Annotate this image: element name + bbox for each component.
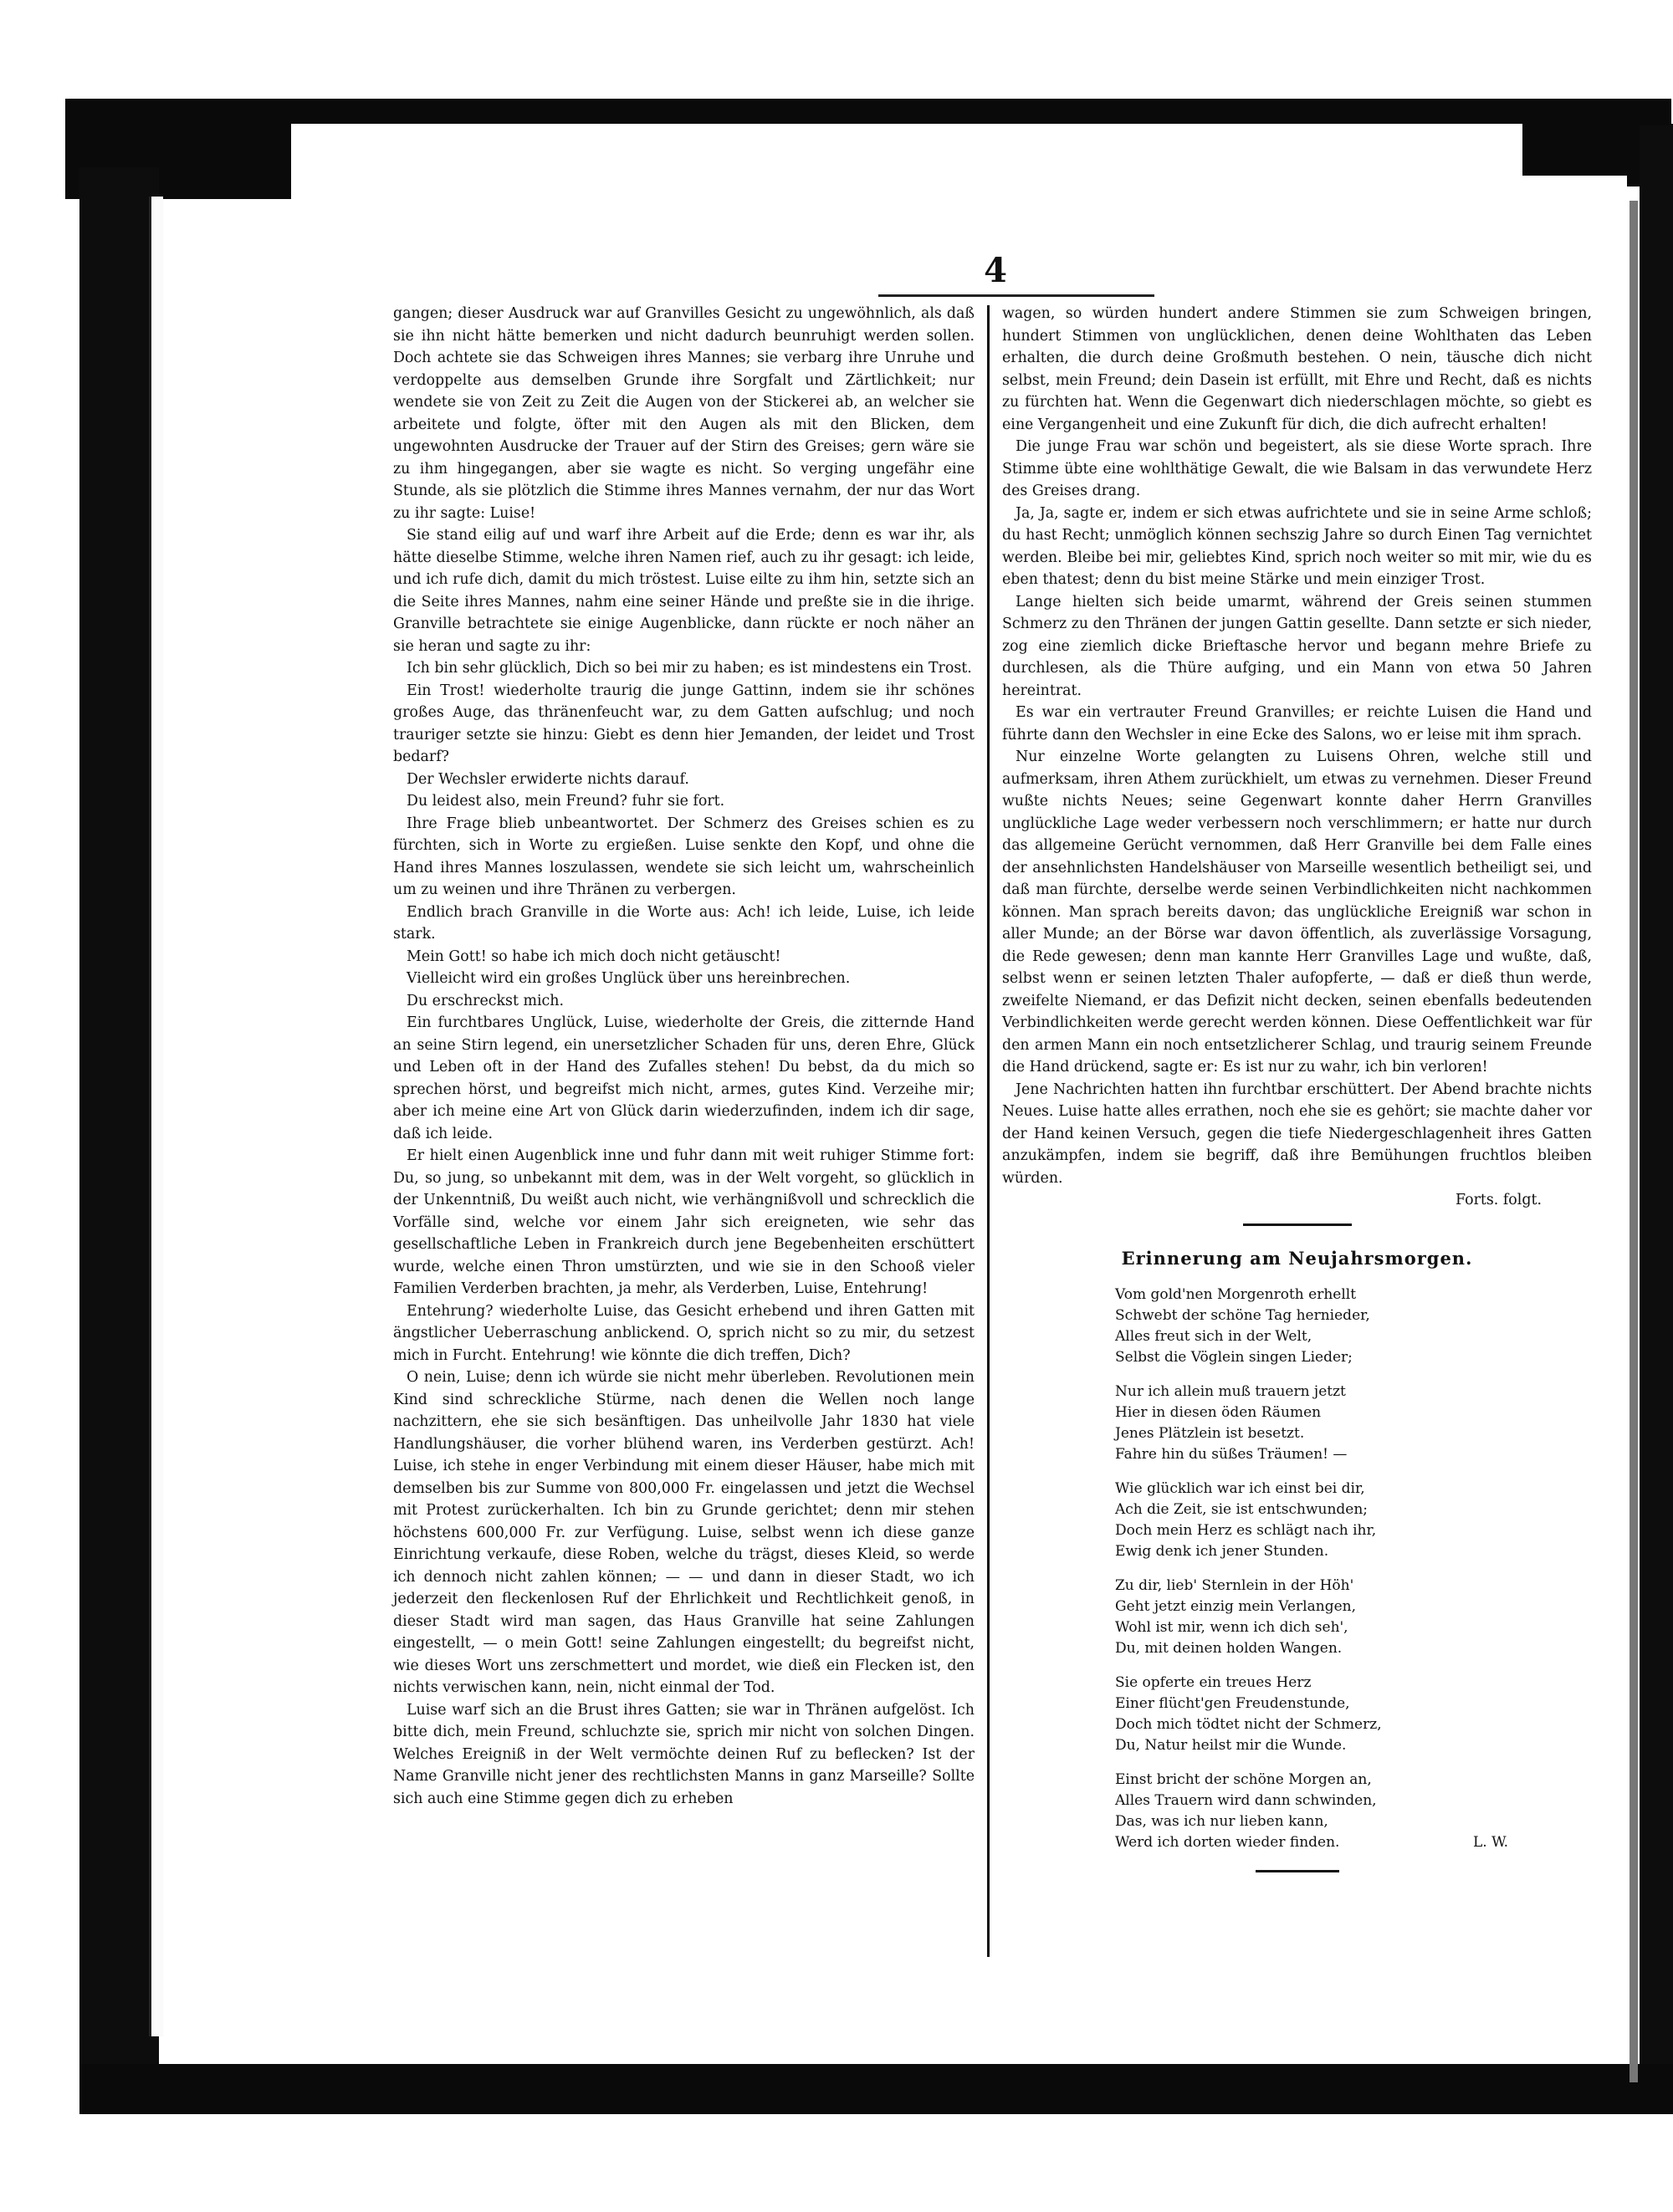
poem-stanza <box>1115 1673 1592 1756</box>
paragraph: Er hielt einen Augenblick inne und fuhr dann mit weit ruhiger Stimme fort: Du, so jung, so unbekannt mit dem, was in der Welt vorgeht, so glücklich in der Unkenntniß, Du weißt auch nicht, wie verhängnißvoll und schrecklich die Vorfälle sind, welche vor einem Jahr sich ereigneten, wie sehr das gesellschaftliche Leben in Frankreich durch jene Begebenheiten erschüttert wurde, welche einen Thron umstürzten, und wie sie in den Schooß vieler Familien Verderben brachten, ja mehr, als Verderben, Luise, Entehrung! <box>393 1147 975 1297</box>
paragraph: Ein furchtbares Unglück, Luise, wiederholte der Greis, die zitternde Hand an seine Stirn legend, ein unersetzlicher Schaden für uns, deren Ehre, Glück und Leben oft in der Hand des Zufalles stehen! Du bebst, da du mich so sprechen hörst, und begreifst mich nicht, armes, gutes Kind. Verzeihe mir; aber ich meine eine Art von Glück darin wiederzufinden, indem ich dir sage, daß ich leide. <box>393 1014 975 1142</box>
poem-line: Alles Trauern wird dann schwinden, <box>1115 1792 1377 1809</box>
poem-line: Vom gold'nen Morgenroth erhellt <box>1115 1286 1357 1303</box>
paragraph: Luise warf sich an die Brust ihres Gatten; sie war in Thränen aufgelöst. Ich bitte dich, mein Freund, schluchzte sie, sprich mir nicht von solchen Dingen. Welches Ereigniß in der Welt vermöchte deinen Ruf zu beflecken? Ist der Name Granville nicht jener des rechtlichsten Manns in ganz Marseille? Sollte sich auch eine Stimme gegen dich zu erheben <box>393 1701 975 1807</box>
poem-line: Das, was ich nur lieben kann, <box>1115 1813 1328 1830</box>
poem-line: Jenes Plätzlein ist besetzt. <box>1115 1425 1305 1442</box>
continuation-note: Forts. folgt. <box>1456 1192 1542 1208</box>
paragraph: Mein Gott! so habe ich mich doch nicht getäuscht! <box>407 948 781 965</box>
end-rule <box>1256 1870 1339 1872</box>
poem-line: Einer flücht'gen Freudenstunde, <box>1115 1695 1350 1712</box>
paragraph: Ihre Frage blieb unbeantwortet. Der Schmerz des Greises schien es zu fürchten, sich in Worte zu ergießen. Luise senkte den Kopf, und ohne die Hand ihres Mannes loszulassen, wendete sie sich leicht um, wahrscheinlich um zu weinen und ihre Thränen zu verbergen. <box>393 815 975 898</box>
poem-line: Du, mit deinen holden Wangen. <box>1115 1640 1343 1657</box>
poem-author: L. W. <box>1472 1834 1508 1851</box>
left-column <box>393 303 975 1810</box>
paragraph: Vielleicht wird ein großes Unglück über uns hereinbrechen. <box>407 970 851 987</box>
poem-line: Schwebt der schöne Tag hernieder, <box>1115 1307 1370 1324</box>
header-rule <box>878 294 1154 297</box>
paragraph: Jene Nachrichten hatten ihn furchtbar erschüttert. Der Abend brachte nichts Neues. Luise hatte alles errathen, noch ehe sie es gehört; sie machte daher vor der Hand keinen Versuch, gegen die tiefe Niedergeschlagenheit ihres Gatten anzukämpfen, indem sie begriff, daß ihre Bemühungen fruchtlos bleiben würden. <box>1002 1080 1592 1187</box>
poem-line: Wohl ist mir, wenn ich dich seh', <box>1115 1619 1348 1636</box>
scan-book-spine <box>149 197 163 2036</box>
poem-stanza <box>1115 1576 1592 1659</box>
poem-stanza <box>1115 1382 1592 1465</box>
poem-line: Hier in diesen öden Räumen <box>1115 1404 1322 1421</box>
poem-line: Du, Natur heilst mir die Wunde. <box>1115 1737 1347 1754</box>
paragraph: Sie stand eilig auf und warf ihre Arbeit auf die Erde; denn es war ihr, als hätte dieselbe Stimme, welche ihren Namen rief, auch zu ihr gesagt: ich leide, und ich rufe dich, damit du mich tröstest. Luise eilte zu ihm hin, setzte sich an die Seite ihres Mannes, nahm eine seiner Hände und preßte sie in die ihrige. Granville betrachtete sie einige Augenblicke, dann rückte er noch näher an sie heran und sagte zu ihr: <box>393 527 975 655</box>
right-column <box>1002 303 1592 1872</box>
poem-line: Doch mein Herz es schlägt nach ihr, <box>1115 1522 1377 1539</box>
poem-line: Werd ich dorten wieder finden. <box>1115 1834 1340 1851</box>
paragraph: gangen; dieser Ausdruck war auf Granvilles Gesicht zu ungewöhnlich, als daß sie ihn nicht hätte bemerken und nicht dadurch beunruhigt werden sollen. Doch achtete sie das Schweigen ihres Mannes; sie verbarg ihre Unruhe und verdoppelte aus demselben Grunde ihre Sorgfalt und Zärtlichkeit; nur wendete sie von Zeit zu Zeit die Augen von der Stickerei ab, an welcher sie arbeitete und folgte, öfter mit den Augen als mit den Blicken, dem ungewohnten Ausdrucke der Trauer auf der Stirn des Greises; gern wäre sie zu ihm hingegangen, aber sie wagte es nicht. So verging ungefähr eine Stunde, als sie plötzlich die Stimme ihres Mannes vernahm, der nur das Wort zu ihr sagte: Luise! <box>393 305 975 522</box>
paragraph: Entehrung? wiederholte Luise, das Gesicht erhebend und ihren Gatten mit ängstlicher Ueberraschung anblickend. O, sprich nicht so zu mir, du setzest mich in Furcht. Entehrung! wie könnte die dich treffen, Dich? <box>393 1302 975 1364</box>
scan-dark-edge-left <box>79 167 159 2066</box>
paragraph: Nur einzelne Worte gelangten zu Luisens Ohren, welche still und aufmerksam, ihren Athem zurückhielt, um etwas zu vernehmen. Dieser Freund wußte nichts Neues; seine Gegenwart konnte daher Herrn Granvilles unglückliche Lage weder verbessern noch verschlimmern; er hatte nur durch das allgemeine Gerücht vernommen, daß Herr Granville bei dem Falle eines der ansehnlichsten Handelshäuser von Marseille wesentlich betheiligt sei, und daß man fürchte, derselbe werde seinen Verbindlichkeiten nicht nachkommen können. Man sprach bereits davon; das unglückliche Ereigniß war schon in aller Munde; an der Börse war davon öffentlich, als zuverlässige Vorsagung, die Rede gewesen; denn man kannte Herr Granvilles Lage und wußte, daß, selbst wenn er seinen letzten Thaler aufopferte, — daß er dieß thun werde, zweifelte Niemand, er das Defizit nicht decken, seinen ebenfalls bedeutenden Verbindlichkeiten werde gerecht werden können. Diese Oeffentlichkeit war für den armen Mann ein noch entsetzlicherer Schlag, und traurig seinem Freunde die Hand drückend, sagte er: Es ist nur zu wahr, ich bin verloren! <box>1002 748 1592 1075</box>
scan-dark-edge-right <box>1640 125 1673 2116</box>
paragraph: wagen, so würden hundert andere Stimmen sie zum Schweigen bringen, hundert Stimmen von unglücklichen, denen deine Wohlthaten das Leben erhalten, die durch deine Großmuth bestehen. O nein, täusche dich nicht selbst, mein Freund; dein Dasein ist erfüllt, mit Ehre und Recht, daß es nichts zu fürchten hat. Wenn die Gegenwart dich niederschlagen möchte, so giebt es eine Vergangenheit und eine Zukunft für dich, die dich aufrecht erhalten! <box>1002 305 1592 433</box>
poem-line: Fahre hin du süßes Träumen! — <box>1115 1446 1348 1463</box>
scan-book-edge <box>1630 201 1638 2082</box>
poem-stanza <box>1115 1285 1592 1368</box>
paragraph: Die junge Frau war schön und begeistert, als sie diese Worte sprach. Ihre Stimme übte eine wohlthätige Gewalt, die wie Balsam in das verwundete Herz des Greises drang. <box>1002 438 1592 499</box>
scan-dark-edge-bottom <box>79 2064 1673 2114</box>
paragraph: Der Wechsler erwiderte nichts darauf. <box>407 770 689 788</box>
poem-line: Einst bricht der schöne Morgen an, <box>1115 1771 1372 1788</box>
poem-stanza <box>1115 1770 1592 1853</box>
poem-line: Geht jetzt einzig mein Verlangen, <box>1115 1598 1356 1615</box>
paragraph: Ein Trost! wiederholte traurig die junge Gattinn, indem sie ihr schönes großes Auge, das thränenfeucht war, zu dem Gatten aufschlug; und noch trauriger setzte sie hinzu: Giebt es denn hier Jemanden, der leidet und Trost bedarf? <box>393 682 975 765</box>
paragraph: Es war ein vertrauter Freund Granvilles; er reichte Luisen die Hand und führte dann den Wechsler in eine Ecke des Salons, wo er leise mit ihm sprach. <box>1002 704 1592 743</box>
poem-line: Wie glücklich war ich einst bei dir, <box>1115 1480 1365 1497</box>
scan-margin-left <box>0 0 65 2212</box>
column-divider <box>987 305 990 1957</box>
poem-line: Nur ich allein muß trauern jetzt <box>1115 1383 1346 1400</box>
poem-title: Erinnerung am Neujahrsmorgen. <box>1121 1247 1473 1269</box>
poem-line: Ach die Zeit, sie ist entschwunden; <box>1115 1501 1369 1518</box>
paragraph: Ich bin sehr glücklich, Dich so bei mir zu haben; es ist mindestens ein Trost. <box>407 660 972 677</box>
poem-line: Alles freut sich in der Welt, <box>1115 1328 1312 1345</box>
poem-line: Zu dir, lieb' Sternlein in der Höh' <box>1115 1577 1354 1594</box>
paragraph: Du erschreckst mich. <box>407 992 564 1009</box>
poem-line: Selbst die Vöglein singen Lieder; <box>1115 1349 1353 1366</box>
section-rule <box>1243 1223 1352 1226</box>
poem-line: Doch mich tödtet nicht der Schmerz, <box>1115 1716 1382 1733</box>
paragraph: Du leidest also, mein Freund? fuhr sie fort. <box>407 793 725 810</box>
paragraph: Endlich brach Granville in die Worte aus: Ach! ich leide, Luise, ich leide stark. <box>393 903 975 943</box>
scan-dark-edge-top <box>65 99 1671 124</box>
paragraph: Ja, Ja, sagte er, indem er sich etwas aufrichtete und sie in seine Arme schloß; du hast Recht; unmöglich können sechszig Jahre so durch Einen Tag vernichtet werden. Bleibe bei mir, geliebtes Kind, sprich noch weiter so mit mir, wie du es eben thatest; denn du bist meine Stärke und mein einziger Trost. <box>1002 504 1592 588</box>
paragraph: O nein, Luise; denn ich würde sie nicht mehr überleben. Revolutionen mein Kind sind schreckliche Stürme, nach denen die Wellen noch lange nachzittern, ehe sie sich besänftigen. Das unheilvolle Jahr 1830 hat viele Handlungshäuser, die vorher blühend waren, ins Verderben gestürzt. Ach! Luise, ich stehe in enger Verbindung mit einem dieser Häuser, habe mich mit demselben bis zur Summe von 800,000 Fr. eingelassen und jetzt die Wechsel mit Protest zurückerhalten. Ich bin zu Grunde gerichtet; denn mir stehen höchstens 600,000 Fr. zur Verfügung. Luise, selbst wenn ich diese ganze Einrichtung verkaufe, diese Roben, welche du trägst, dieses Kleid, so werde ich dennoch nicht zahlen können; — — und dann in dieser Stadt, wo ich jederzeit den fleckenlosen Ruf der Ehrlichkeit und Rechtlichkeit genoß, in dieser Stadt wird man sagen, das Haus Granville hat seine Zahlungen eingestellt, — o mein Gott! seine Zahlungen eingestellt; du begreifst nicht, wie dieses Wort uns zerschmettert und mordet, wie dieß ein Flecken ist, den nichts verwischen kann, nein, nicht einmal der Tod. <box>393 1369 975 1696</box>
paragraph: Lange hielten sich beide umarmt, während der Greis seinen stummen Schmerz zu den Thränen der jungen Gattin gesellte. Dann setzte er sich nieder, zog eine ziemlich dicke Brieftasche hervor und begann mehre Briefe zu durchlesen, als die Thüre aufging, und ein Mann von etwa 50 Jahren hereintrat. <box>1002 593 1592 699</box>
poem-stanza <box>1115 1479 1592 1562</box>
poem-line: Ewig denk ich jener Stunden. <box>1115 1543 1329 1560</box>
page-number: 4 <box>984 251 1007 290</box>
poem <box>1115 1285 1592 1853</box>
poem-line: Sie opferte ein treues Herz <box>1115 1674 1312 1691</box>
scan-margin-top <box>65 0 1671 99</box>
scan-margin-bottom <box>0 2114 1673 2212</box>
